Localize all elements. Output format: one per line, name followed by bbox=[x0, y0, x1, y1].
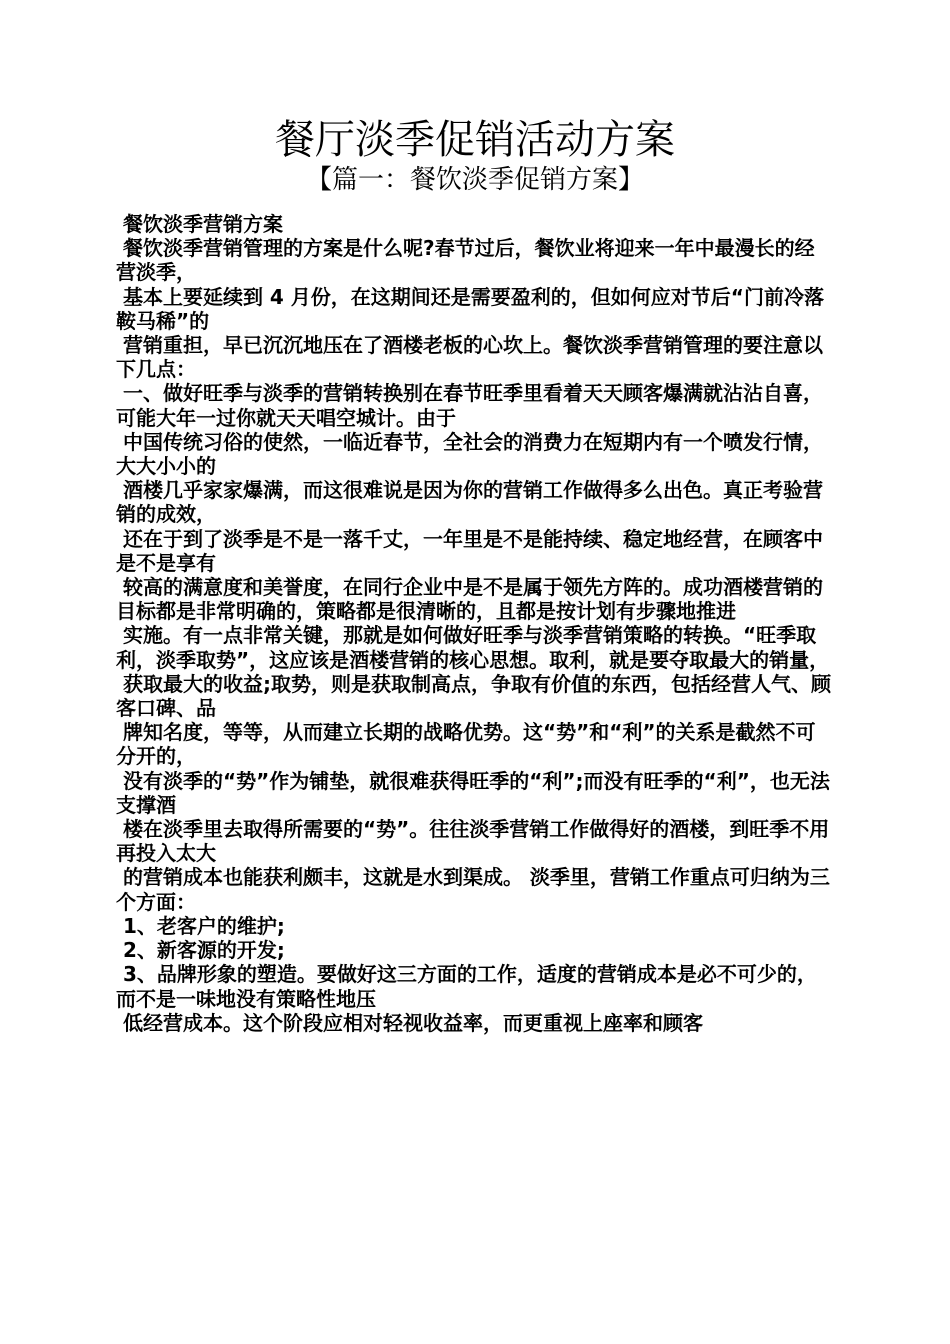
paragraph: 较高的满意度和美誉度，在同行企业中是不是属于领先方阵的。成功酒楼营销的目标都是非常明确的，策略都是很清晰的，且都是按计划有步骤地推进 bbox=[116, 575, 823, 624]
paragraph: 没有淡季的“势”作为铺垫，就很难获得旺季的“利”;而没有旺季的“利”，也无法支撑酒 bbox=[116, 768, 830, 817]
paragraph: 牌知名度，等等，从而建立长期的战略优势。这“势”和“利”的关系是截然不可分开的， bbox=[116, 720, 816, 769]
paragraph: 餐饮淡季营销管理的方案是什么呢?春节过后，餐饮业将迎来一年中最漫长的经营淡季， bbox=[116, 236, 815, 285]
list-item: 1、老客户的维护; bbox=[116, 913, 285, 938]
paragraph: 的营销成本也能获利颇丰，这就是水到渠成。 淡季里，营销工作重点可归纳为三个方面： bbox=[116, 865, 830, 914]
paragraph: 还在于到了淡季是不是一落千丈，一年里是不是能持续、稳定地经营，在顾客中是不是享有 bbox=[116, 526, 823, 575]
paragraph-heading: 餐饮淡季营销方案 bbox=[116, 212, 283, 236]
document-body bbox=[116, 212, 834, 1035]
list-item: 2、新客源的开发; bbox=[116, 938, 285, 963]
paragraph: 营销重担，早已沉沉地压在了酒楼老板的心坎上。餐饮淡季营销管理的要注意以下几点： bbox=[116, 333, 823, 382]
document-subtitle: 【篇一：餐饮淡季促销方案】 bbox=[305, 165, 644, 195]
list-item: 3、品牌形象的塑造。要做好这三方面的工作，适度的营销成本是必不可少的，而不是一味地没有策略性地压 bbox=[116, 962, 817, 1011]
document-title: 餐厅淡季促销活动方案 bbox=[275, 117, 675, 163]
paragraph: 获取最大的收益;取势，则是获取制高点，争取有价值的东西，包括经营人气、顾客口碑、品 bbox=[116, 671, 831, 721]
paragraph: 楼在淡季里去取得所需要的“势”。往往淡季营销工作做得好的酒楼，到旺季不用再投入太大 bbox=[116, 817, 830, 866]
paragraph: 低经营成本。这个阶段应相对轻视收益率，而更重视上座率和顾客 bbox=[116, 1010, 703, 1035]
paragraph: 酒楼几乎家家爆满，而这很难说是因为你的营销工作做得多么出色。真正考验营销的成效， bbox=[116, 478, 823, 527]
paragraph: 中国传统习俗的使然，一临近春节，全社会的消费力在短期内有一个喷发行情，大大小小的 bbox=[116, 429, 823, 479]
paragraph: 基本上要延续到 4 月份，在这期间还是需要盈利的，但如何应对节后“门前冷落鞍马稀”的 bbox=[116, 284, 824, 333]
paragraph: 实施。有一点非常关键，那就是如何做好旺季与淡季营销策略的转换。“旺季取利，淡季取势”，这应该是酒楼营销的核心思想。取利，就是要夺取最大的销量， bbox=[116, 623, 830, 672]
paragraph: 一、做好旺季与淡季的营销转换别在春节旺季里看着天天顾客爆满就沾沾自喜，可能大年一过你就天天唱空城计。由于 bbox=[116, 381, 823, 430]
